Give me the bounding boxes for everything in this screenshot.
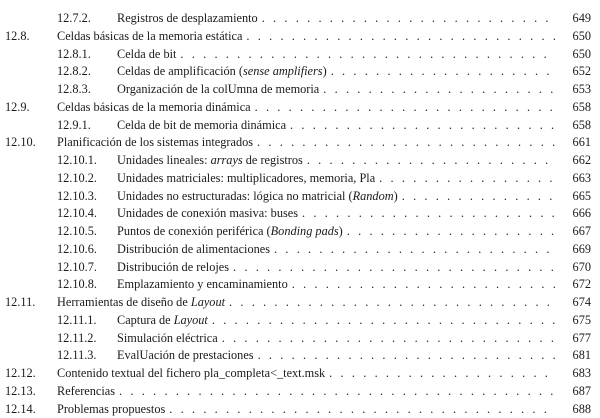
section-title: Celdas básicas de la memoria dinámica	[57, 99, 255, 117]
page-number: 667	[557, 223, 591, 241]
section-title	[57, 294, 229, 312]
section-number: 12.8.3.	[57, 81, 91, 99]
section-number: 12.9.	[5, 99, 30, 117]
toc-entry	[0, 134, 600, 152]
leader-dots	[229, 294, 555, 312]
section-title: Organización de la colUmna de memoria	[117, 81, 323, 99]
section-number: 12.13.	[5, 383, 36, 401]
toc-entry	[0, 81, 600, 99]
title-part: Unidades no estructuradas: lógica no matricial (	[117, 189, 353, 203]
section-title-line	[117, 312, 555, 330]
section-title-line	[57, 383, 555, 401]
toc-entry	[0, 46, 600, 64]
leader-dots	[323, 81, 555, 99]
toc-entry	[0, 117, 600, 135]
section-title: Celda de bit	[117, 46, 180, 64]
section-number: 12.10.4.	[57, 205, 97, 223]
section-title: EvalUación de prestaciones	[117, 347, 258, 365]
section-title: Planificación de los sistemas integrados	[57, 134, 257, 152]
leader-dots	[331, 63, 555, 81]
section-title-line	[117, 152, 555, 170]
leader-dots	[233, 259, 555, 277]
section-title-line	[117, 170, 555, 188]
leader-dots	[292, 276, 555, 294]
section-number: 12.10.8.	[57, 276, 97, 294]
section-number: 12.9.1.	[57, 117, 91, 135]
title-italic-part: sense amplifiers	[243, 64, 323, 78]
toc-entry	[0, 170, 600, 188]
section-number: 12.8.2.	[57, 63, 91, 81]
section-title: Distribución de alimentaciones	[117, 241, 274, 259]
section-title-line	[57, 28, 555, 46]
section-title-line	[117, 330, 555, 348]
leader-dots	[329, 365, 555, 383]
toc-entry	[0, 223, 600, 241]
page-number: 650	[557, 46, 591, 64]
page-number: 681	[557, 347, 591, 365]
page-number: 666	[557, 205, 591, 223]
section-title-line	[117, 241, 555, 259]
section-number: 12.11.2.	[57, 330, 97, 348]
section-title	[117, 312, 212, 330]
section-title: Referencias	[57, 383, 119, 401]
section-number: 12.7.2.	[57, 10, 91, 28]
section-number: 12.8.	[5, 28, 30, 46]
section-number: 12.14.	[5, 401, 36, 418]
section-title-line	[117, 205, 555, 223]
section-title: Celdas básicas de la memoria estática	[57, 28, 246, 46]
leader-dots	[262, 10, 555, 28]
leader-dots	[257, 134, 555, 152]
page-number: 663	[557, 170, 591, 188]
toc-entry	[0, 241, 600, 259]
page-number: 661	[557, 134, 591, 152]
page-number: 658	[557, 117, 591, 135]
leader-dots	[246, 28, 555, 46]
page-number: 675	[557, 312, 591, 330]
toc-entry	[0, 383, 600, 401]
leader-dots	[379, 170, 555, 188]
toc-entry	[0, 276, 600, 294]
toc-entry	[0, 294, 600, 312]
section-number: 12.10.6.	[57, 241, 97, 259]
toc-entry	[0, 205, 600, 223]
section-title-line	[57, 294, 555, 312]
section-title: Distribución de relojes	[117, 259, 233, 277]
leader-dots	[290, 117, 555, 135]
section-title-line	[117, 276, 555, 294]
toc-entry	[0, 28, 600, 46]
page-number: 674	[557, 294, 591, 312]
page-number: 687	[557, 383, 591, 401]
section-number: 12.11.1.	[57, 312, 97, 330]
page-number: 649	[557, 10, 591, 28]
section-title	[117, 223, 347, 241]
section-title-line	[117, 259, 555, 277]
section-title: Unidades matriciales: multiplicadores, memoria, Pla	[117, 170, 379, 188]
leader-dots	[180, 46, 555, 64]
toc-entry	[0, 99, 600, 117]
leader-dots	[347, 223, 555, 241]
section-title: Problemas propuestos	[57, 401, 169, 418]
page-number: 669	[557, 241, 591, 259]
title-part: de registros	[243, 153, 303, 167]
toc-entry	[0, 152, 600, 170]
page-number: 683	[557, 365, 591, 383]
leader-dots	[274, 241, 555, 259]
title-italic-part: Random	[353, 189, 394, 203]
page-number: 653	[557, 81, 591, 99]
section-number: 12.8.1.	[57, 46, 91, 64]
table-of-contents	[0, 10, 600, 418]
title-italic-part: Layout	[191, 295, 225, 309]
section-title	[117, 152, 307, 170]
leader-dots	[119, 383, 555, 401]
leader-dots	[307, 152, 555, 170]
title-part: )	[323, 64, 327, 78]
section-number: 12.12.	[5, 365, 36, 383]
toc-entry	[0, 347, 600, 365]
section-title: Contenido textual del fichero pla_completa<_text.msk	[57, 365, 329, 383]
section-title: Simulación eléctrica	[117, 330, 222, 348]
section-title: Unidades de conexión masiva: buses	[117, 205, 302, 223]
section-title-line	[117, 117, 555, 135]
page-number: 652	[557, 63, 591, 81]
page-number: 688	[557, 401, 591, 418]
page-number: 662	[557, 152, 591, 170]
section-title: Emplazamiento y encaminamiento	[117, 276, 292, 294]
section-title-line	[57, 365, 555, 383]
section-title	[117, 63, 331, 81]
section-title-line	[117, 10, 555, 28]
title-part: Celdas de amplificación (	[117, 64, 243, 78]
title-part: Unidades lineales:	[117, 153, 211, 167]
leader-dots	[302, 205, 555, 223]
toc-entry	[0, 365, 600, 383]
title-part: Herramientas de diseño de	[57, 295, 191, 309]
section-number: 12.11.3.	[57, 347, 97, 365]
leader-dots	[258, 347, 555, 365]
toc-entry	[0, 401, 600, 418]
section-title-line	[57, 401, 555, 418]
section-number: 12.10.	[5, 134, 36, 152]
section-number: 12.10.2.	[57, 170, 97, 188]
section-title	[117, 188, 402, 206]
section-title-line	[117, 223, 555, 241]
title-italic-part: Layout	[174, 313, 208, 327]
section-number: 12.10.3.	[57, 188, 97, 206]
page-number: 665	[557, 188, 591, 206]
title-italic-part: arrays	[211, 153, 243, 167]
toc-entry	[0, 63, 600, 81]
section-title: Registros de desplazamiento	[117, 10, 262, 28]
page-number: 677	[557, 330, 591, 348]
page-number: 670	[557, 259, 591, 277]
title-part: )	[394, 189, 398, 203]
leader-dots	[222, 330, 555, 348]
section-title-line	[117, 81, 555, 99]
leader-dots	[255, 99, 555, 117]
title-part: Puntos de conexión periférica (	[117, 224, 271, 238]
leader-dots	[169, 401, 555, 418]
section-title: Celda de bit de memoria dinámica	[117, 117, 290, 135]
section-title-line	[57, 134, 555, 152]
title-part: Captura de	[117, 313, 174, 327]
section-title-line	[117, 46, 555, 64]
section-title-line	[117, 347, 555, 365]
page-number: 650	[557, 28, 591, 46]
section-number: 12.10.1.	[57, 152, 97, 170]
page-number: 672	[557, 276, 591, 294]
section-title-line	[117, 63, 555, 81]
leader-dots	[212, 312, 555, 330]
section-number: 12.11.	[5, 294, 35, 312]
section-number: 12.10.7.	[57, 259, 97, 277]
title-italic-part: Bonding pads	[271, 224, 339, 238]
title-part: )	[339, 224, 343, 238]
section-title-line	[117, 188, 555, 206]
leader-dots	[402, 188, 555, 206]
toc-entry	[0, 259, 600, 277]
toc-entry	[0, 188, 600, 206]
section-number: 12.10.5.	[57, 223, 97, 241]
toc-entry	[0, 312, 600, 330]
toc-entry	[0, 330, 600, 348]
toc-entry	[0, 10, 600, 28]
section-title-line	[57, 99, 555, 117]
page-number: 658	[557, 99, 591, 117]
